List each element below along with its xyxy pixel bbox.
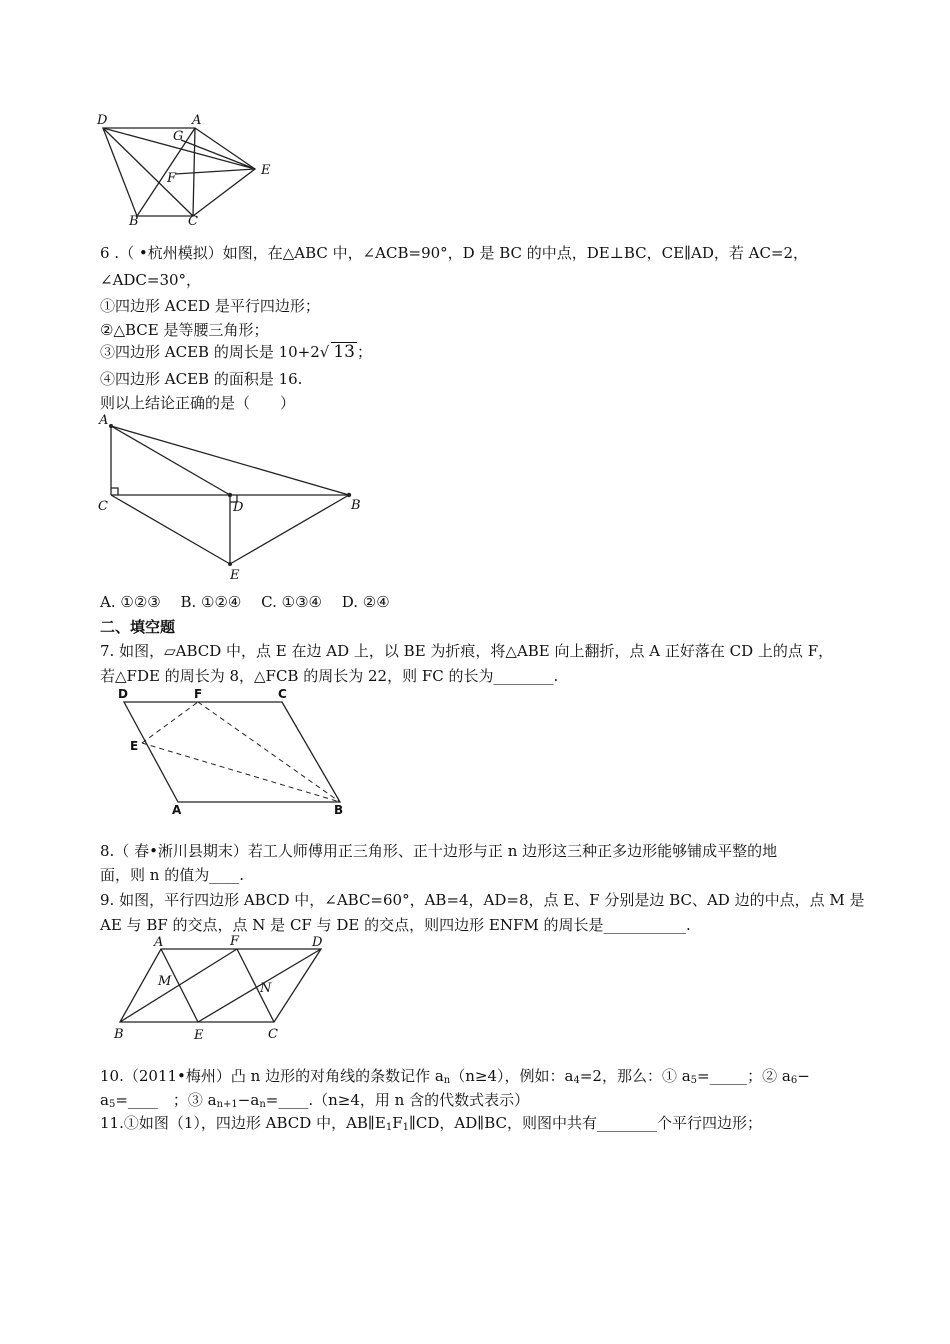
q6-statement-4: ④四边形 ACEB 的面积是 16.: [100, 370, 303, 388]
label-C: C: [188, 214, 198, 229]
q10-sub-nb: n: [259, 1099, 266, 1110]
point-b: [347, 493, 351, 497]
label-B: B: [129, 214, 139, 229]
segment-fe: [175, 169, 255, 174]
q11-sub-2: 1: [402, 1122, 409, 1133]
label-D: D: [97, 113, 108, 128]
label-F: F: [194, 687, 203, 701]
q9-stem-line1: 9. 如图，平行四边形 ABCD 中，∠ABC=60°，AB=4，AD=8，点 E、F 分别是边 BC、AD 边的中点，点 M 是: [100, 891, 865, 909]
q6-options: A. ①②③ B. ①②④ C. ①③④ D. ②④: [100, 593, 390, 611]
point-d: [228, 493, 232, 497]
q10-stem-line2: [100, 1090, 529, 1115]
q11-sub-1: 1: [385, 1122, 393, 1133]
label-M: M: [158, 974, 172, 989]
figure-q5: [95, 110, 285, 230]
q7-stem-line1: 7. 如图，▱ABCD 中，点 E 在边 AD 上，以 BE 为折痕，将△ABE 向上翻折，点 A 正好落在 CD 上的点 F，: [100, 642, 834, 660]
figure-q6: [95, 412, 375, 587]
label-C: C: [98, 499, 108, 514]
q10-sub-4: 4: [573, 1075, 580, 1086]
segment-ac: [193, 128, 195, 216]
label-F: F: [167, 171, 177, 186]
label-E: E: [261, 163, 271, 178]
segment-ab: [137, 128, 195, 216]
q10-sub-6: 6: [790, 1075, 798, 1086]
label-F: F: [230, 934, 240, 949]
label-A: A: [192, 113, 202, 128]
q6-statement-3: [100, 342, 372, 362]
label-D: D: [118, 687, 128, 701]
label-E: E: [194, 1028, 204, 1043]
q6-statement-2: ②△BCE 是等腰三角形；: [100, 321, 269, 339]
q10-sub-n: n: [443, 1075, 451, 1086]
q10-text-f: a: [100, 1091, 109, 1109]
q10-text-e: −: [797, 1067, 810, 1085]
label-B: B: [334, 803, 344, 817]
label-A: A: [99, 413, 109, 428]
figure-q9: [110, 935, 340, 1045]
q6-s3-text: ③四边形 ACEB 的周长是 10+2: [100, 343, 320, 361]
label-E: E: [230, 568, 240, 583]
q8-stem-line1: 8.（ 春•淅川县期末）若工人师傅用正三角形、正十边形与正 n 边形这三种正多边形能够铺成平整的地: [100, 842, 778, 860]
q10-text-a: 10.（2011•梅州）凸 n 边形的对角线的条数记作 a: [100, 1067, 444, 1085]
segment-bf: [120, 949, 237, 1022]
figure-q7: [110, 687, 360, 820]
q6-s3-radicand: 13: [333, 342, 355, 362]
q8-stem-line2: 面，则 n 的值为____.: [100, 866, 244, 884]
label-N: N: [260, 981, 272, 996]
q6-question: 则以上结论正确的是（ ）: [100, 394, 296, 412]
section-heading: 二、填空题: [100, 618, 176, 636]
segment-ce: [111, 495, 230, 564]
q6-s3-end: ；: [357, 343, 373, 361]
q10-sub-5: 5: [690, 1075, 698, 1086]
parallelogram-abcd: [124, 702, 340, 802]
label-C: C: [278, 687, 287, 701]
label-D: D: [233, 500, 244, 515]
label-A: A: [154, 935, 164, 950]
label-B: B: [351, 498, 361, 513]
q6-statement-1: ①四边形 ACED 是平行四边形；: [100, 297, 320, 315]
label-C: C: [268, 1027, 278, 1042]
q11-text-a: 11.①如图（1），四边形 ABCD 中，AB∥E: [100, 1114, 386, 1132]
point-e: [228, 562, 232, 566]
label-A: A: [172, 803, 182, 817]
q9-stem-line2: AE 与 BF 的交点，点 N 是 CF 与 DE 的交点，则四边形 ENFM 的周长是___________.: [100, 916, 691, 934]
q7-stem-line2: 若△FDE 的周长为 8，△FCB 的周长为 22，则 FC 的长为________.: [100, 667, 559, 685]
right-angle-c: [111, 488, 118, 495]
segment-ad: [111, 426, 230, 495]
q6-stem-line1: 6 .（ •杭州模拟）如图，在△ABC 中，∠ACB=90°，D 是 BC 的中点，DE⊥BC，CE∥AD，若 AC=2，: [100, 244, 809, 262]
label-G: G: [173, 129, 184, 144]
segment-eb: [230, 495, 349, 564]
q6-stem-line2: ∠ADC=30°，: [100, 271, 202, 289]
q10-stem-line1: [100, 1066, 810, 1091]
segment-ab: [111, 426, 349, 495]
q11-text-c: ∥CD，AD∥BC，则图中共有________个平行四边形；: [408, 1114, 762, 1132]
q10-text-d: =_____；② a: [697, 1067, 791, 1085]
fold-ef: [142, 702, 198, 743]
q11-stem: [100, 1113, 762, 1138]
q10-text-c: =2，那么：① a: [579, 1067, 691, 1085]
q10-text-h: −a: [237, 1091, 260, 1109]
label-E: E: [130, 739, 139, 753]
q10-sub-5b: 5: [108, 1099, 116, 1110]
q10-sub-n1: n+1: [216, 1099, 238, 1110]
q10-text-g: =____ ；③ a: [115, 1091, 217, 1109]
q11-text-b: F: [392, 1114, 403, 1132]
q10-text-b: （n≥4），例如：a: [450, 1067, 574, 1085]
point-a: [109, 424, 113, 428]
q10-text-i: =____.（n≥4，用 n 含的代数式表示）: [265, 1091, 530, 1109]
fold-fb: [198, 702, 340, 802]
sqrt-sign: √: [319, 343, 330, 361]
label-D: D: [312, 935, 323, 950]
label-B: B: [114, 1027, 124, 1042]
